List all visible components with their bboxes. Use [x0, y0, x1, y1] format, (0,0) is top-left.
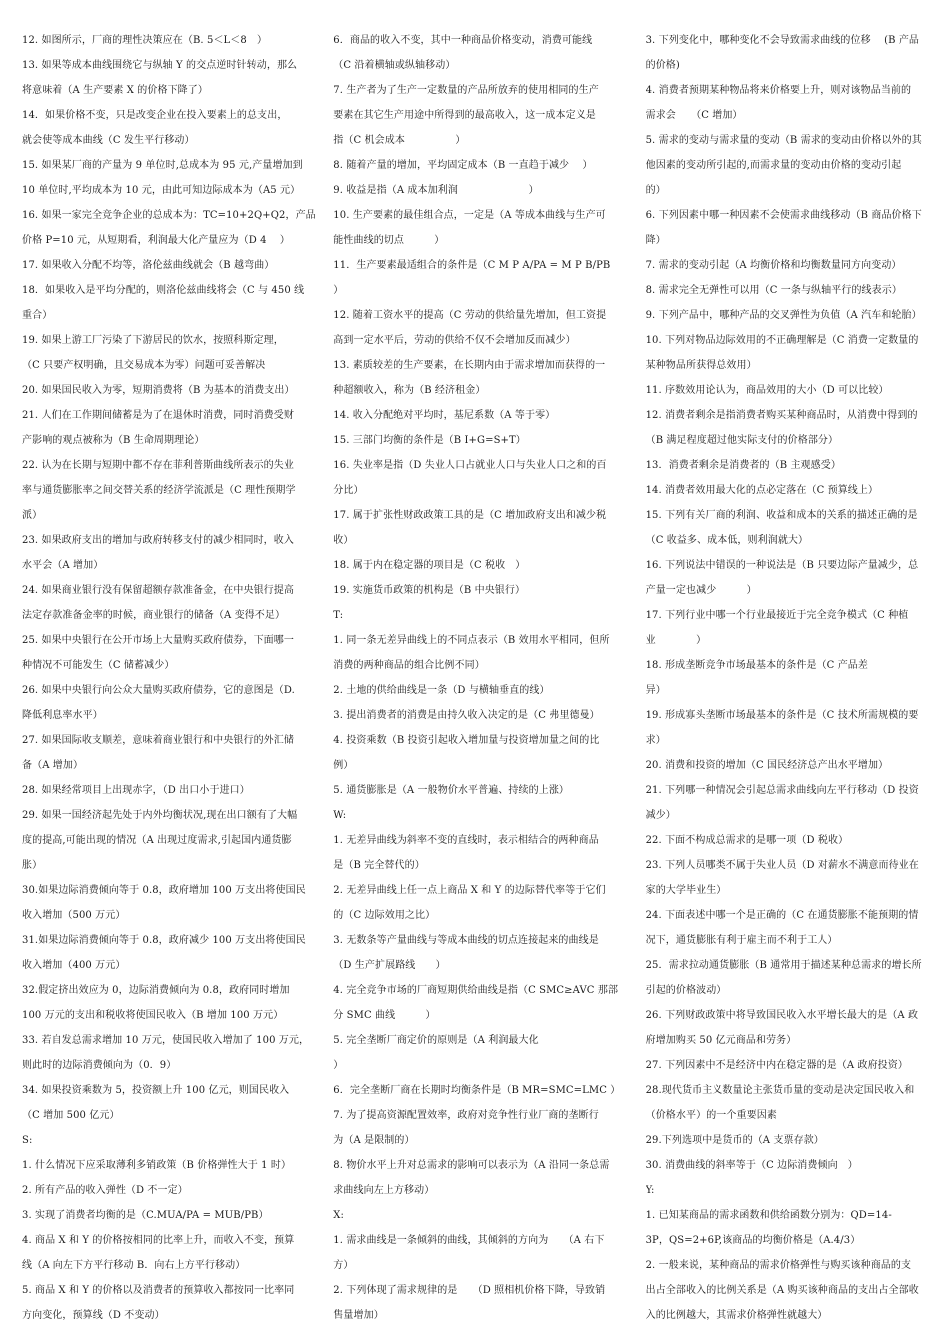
- text-line: 3P，QS=2+6P,该商品的均衡价格是（A.4/3）: [645, 1235, 861, 1246]
- text-line: 20. 如果国民收入为零，短期消费将（B 为基本的消费支出）: [22, 385, 295, 396]
- text-line: 3. 提出消费者的消费是由持久收入决定的是（C 弗里德曼）: [333, 710, 600, 721]
- text-line: 某种物品所获得总效用）: [645, 360, 757, 371]
- text-line: 15. 如果某厂商的产量为 9 单位时,总成本为 95 元,产量增加到: [22, 160, 303, 171]
- text-line: 34. 如果投资乘数为 5，投资额上升 100 亿元，则国民收入: [22, 1085, 290, 1096]
- text-line: 要素在其它生产用途中所得到的最高收入，这一成本定义是: [333, 110, 596, 121]
- text-line: 29. 如果一国经济起先处于内外均衡状况,现在出口额有了大幅: [22, 810, 298, 821]
- text-line: 7. 为了提高资源配置效率，政府对竞争性行业厂商的垄断行: [333, 1110, 599, 1121]
- text-line: （C 只要产权明确，且交易成本为零）问题可妥善解决: [22, 360, 266, 371]
- text-line: ）: [333, 285, 344, 296]
- text-line: 3. 下列变化中，哪种变化不会导致需求曲线的位移 (B 产品: [645, 35, 920, 46]
- text-line: 府增加购买 50 亿元商品和劳务）: [645, 1035, 797, 1046]
- text-line: 15. 下列有关厂商的利润、收益和成本的关系的描述正确的是: [645, 510, 918, 521]
- text-line: 价格 P=10 元，从短期看，利润最大化产量应为（D 4 ）: [22, 235, 291, 246]
- text-line: （B 满足程度超过他实际支付的价格部分）: [645, 435, 839, 446]
- text-line: 异）: [645, 685, 666, 696]
- text-line: 22. 认为在长期与短期中都不存在菲利普斯曲线所表示的失业: [22, 460, 294, 471]
- text-line: 17. 如果收入分配不均等，洛伦兹曲线就会（B 越弯曲）: [22, 260, 275, 271]
- text-line: 方向变化，预算线（D 不变动）: [22, 1310, 165, 1321]
- text-line: 的（C 边际效用之比）: [333, 910, 436, 921]
- text-line: 高到一定水平后，劳动的供给不仅不会增加反而减少）: [333, 335, 576, 346]
- text-line: 1. 需求曲线是一条倾斜的曲线，其倾斜的方向为 （A 右下: [333, 1235, 605, 1246]
- text-line: 降）: [645, 235, 666, 246]
- text-line: 27. 如果国际收支顺差，意味着商业银行和中央银行的外汇储: [22, 735, 294, 746]
- text-line: 胀）: [22, 860, 43, 871]
- text-line: 度的提高,可能出现的情况（A 出现过度需求,引起国内通货膨: [22, 835, 292, 846]
- text-line: 收）: [333, 535, 354, 546]
- text-line: 3. 实现了消费者均衡的是（C.MUA/PA = MUB/PB）: [22, 1210, 269, 1221]
- text-line: W:: [333, 810, 347, 821]
- text-line: 10. 生产要素的最佳组合点，一定是（A 等成本曲线与生产可: [333, 210, 606, 221]
- text-line: X:: [333, 1210, 344, 1221]
- text-line: 就会使等成本曲线（C 发生平行移动）: [22, 135, 195, 146]
- text-line: 28. 如果经常项目上出现赤字，（D 出口小于进口）: [22, 785, 250, 796]
- text-line: 20. 消费和投资的增加（C 国民经济总产出水平增加）: [645, 760, 889, 771]
- text-line: 17. 下列行业中哪一个行业最接近于完全竞争模式（C 种植: [645, 610, 909, 621]
- text-line: 13．消费者剩余是消费者的（B 主观感受）: [645, 460, 841, 471]
- text-line: 的）: [645, 185, 666, 196]
- text-line: 30. 消费曲线的斜率等于（C 边际消费倾向 ）: [645, 1160, 858, 1171]
- text-line: 1. 什么情况下应采取薄利多销政策（B 价格弹性大于 1 时）: [22, 1160, 292, 1171]
- text-line: 12. 消费者剩余是指消费者购买某种商品时，从消费中得到的: [645, 410, 918, 421]
- text-line: 方）: [333, 1260, 354, 1271]
- text-line: 8. 需求完全无弹性可以用（C 一条与纵轴平行的线表示）: [645, 285, 902, 296]
- text-line: 况下，通货膨胀有利于雇主而不利于工人）: [645, 935, 838, 946]
- text-line: 23. 下列人员哪类不属于失业人员（D 对薪水不满意而待业在: [645, 860, 919, 871]
- text-line: 9. 收益是指（A 成本加利润 ）: [333, 185, 539, 196]
- text-line: 将意味着（A 生产要素 X 的价格下降了）: [22, 85, 208, 96]
- text-line: 31.如果边际消费倾向等于 0.8，政府减少 100 万支出将使国民: [22, 935, 306, 946]
- text-line: 24. 下面表述中哪一个是正确的（C 在通货膨胀不能预期的情: [645, 910, 919, 921]
- text-line: 24. 如果商业银行没有保留超额存款准备金，在中央银行提高: [22, 585, 294, 596]
- text-line: ）: [333, 1060, 344, 1071]
- text-line: （D 生产扩展路线 ）: [333, 960, 446, 971]
- text-line: Y:: [645, 1185, 655, 1196]
- text-line: 12. 随着工资水平的提高（C 劳动的供给量先增加，但工资提: [333, 310, 607, 321]
- text-line: 15. 三部门均衡的条件是（B I+G=S+T）: [333, 435, 526, 446]
- text-line: 10. 下列对物品边际效用的不正确理解是（C 消费一定数量的: [645, 335, 919, 346]
- text-line: 5. 需求的变动与需求量的变动（B 需求的变动由价格以外的其: [645, 135, 922, 146]
- text-line: 分 SMC 曲线 ）: [333, 1010, 436, 1021]
- text-line: 23. 如果政府支出的增加与政府转移支付的减少相同时，收入: [22, 535, 294, 546]
- text-line: 14. 收入分配绝对平均时，基尼系数（A 等于零）: [333, 410, 556, 421]
- text-line: 6．商品的收入不变，其中一种商品价格变动，消费可能线: [333, 35, 593, 46]
- text-line: 18．如果收入是平均分配的，则洛伦兹曲线将会（C 与 450 线: [22, 285, 305, 296]
- text-line: 消费的两种商品的组合比例不同）: [333, 660, 485, 671]
- text-line: 需求会 （C 增加）: [645, 110, 743, 121]
- text-line: 17. 属于扩张性财政政策工具的是（C 增加政府支出和减少税: [333, 510, 607, 521]
- text-line: （C 收益多、成本低，则利润就大）: [645, 535, 809, 546]
- text-line: 12. 如图所示，厂商的理性决策应在（B. 5＜L＜8 ）: [22, 35, 268, 46]
- text-line: 14．如果价格不变，只是改变企业在投入要素上的总支出，: [22, 110, 288, 121]
- text-line: 指（C 机会成本 ）: [333, 135, 466, 146]
- text-line: 法定存款准备金率的时候，商业银行的储备（A 变得不足）: [22, 610, 286, 621]
- text-line: 为（A 是限制的）: [333, 1135, 415, 1146]
- text-line: 业 ）: [645, 635, 707, 646]
- text-line: 1. 同一条无差异曲线上的不同点表示（B 效用水平相同，但所: [333, 635, 610, 646]
- text-line: 7. 生产者为了生产一定数量的产品所放弃的使用相同的生产: [333, 85, 599, 96]
- text-line: 备（A 增加）: [22, 760, 84, 771]
- text-line: 派）: [22, 510, 43, 521]
- text-line: 25．需求拉动通货膨胀（B 通常用于描述某种总需求的增长所: [645, 960, 922, 971]
- text-line: 种情况不可能发生（C 储蓄减少）: [22, 660, 175, 671]
- text-line: 收入增加（500 万元）: [22, 910, 126, 921]
- text-line: 13. 如果等成本曲线围绕它与纵轴 Y 的交点逆时针转动，那么: [22, 60, 298, 71]
- text-line: 4. 商品 X 和 Y 的价格按相同的比率上升，而收入不变，预算: [22, 1235, 295, 1246]
- text-line: 13. 素质较差的生产要素，在长期内由于需求增加而获得的一: [333, 360, 606, 371]
- text-line: 减少）: [645, 810, 676, 821]
- text-line: 1. 已知某商品的需求函数和供给函数分别为：QD=14-: [645, 1210, 892, 1221]
- text-line: 线（A 向左下方平行移动 B．向右上方平行移动）: [22, 1260, 246, 1271]
- text-line: 产影响的观点被称为（B 生命周期理论）: [22, 435, 205, 446]
- text-line: 4. 消费者预期某种物品将来价格要上升，则对该物品当前的: [645, 85, 912, 96]
- text-line: 1. 无差异曲线为斜率不变的直线时，表示相结合的两种商品: [333, 835, 599, 846]
- text-line: 10 单位时,平均成本为 10 元，由此可知边际成本为（A5 元）: [22, 185, 301, 196]
- text-column-3: [646, 28, 934, 1344]
- text-line: 22. 下面不构成总需求的是哪一项（D 税收）: [645, 835, 849, 846]
- text-line: 30.如果边际消费倾向等于 0.8，政府增加 100 万支出将使国民: [22, 885, 306, 896]
- text-column-1: [22, 28, 330, 1344]
- text-line: 重合）: [22, 310, 53, 321]
- text-line: 27. 下列因素中不是经济中内在稳定器的是（A 政府投资）: [645, 1060, 908, 1071]
- text-line: 求）: [645, 735, 666, 746]
- text-column-2: [333, 28, 641, 1344]
- text-line: 引起的价格波动）: [645, 985, 727, 996]
- text-line: 9. 下列产品中，哪种产品的交叉弹性为负值（A 汽车和轮胎）: [645, 310, 922, 321]
- text-line: 21. 下列哪一种情况会引起总需求曲线向左平行移动（D 投资: [645, 785, 919, 796]
- text-line: 降低利息率水平）: [22, 710, 103, 721]
- text-line: 则此时的边际消费倾向为（0．9）: [22, 1060, 177, 1071]
- text-line: 25. 如果中央银行在公开市场上大量购买政府债券，下面哪一: [22, 635, 294, 646]
- text-line: 26. 如果中央银行向公众大量购买政府债券，它的意图是（D.: [22, 685, 295, 696]
- text-line: 16. 下列说法中错误的一种说法是（B 只要边际产量减少，总: [645, 560, 919, 571]
- text-line: 19. 如果上游工厂污染了下游居民的饮水，按照科斯定理，: [22, 335, 284, 346]
- text-line: （C 增加 500 亿元）: [22, 1110, 120, 1121]
- text-line: 32.假定挤出效应为 0，边际消费倾向为 0.8，政府同时增加: [22, 985, 290, 996]
- text-line: 16. 失业率是指（D 失业人口占就业人口与失业人口之和的百: [333, 460, 607, 471]
- text-line: 收入增加（400 万元）: [22, 960, 126, 971]
- text-line: 19. 形成寡头垄断市场最基本的条件是（C 技术所需规模的要: [645, 710, 919, 721]
- text-line: 4. 投资乘数（B 投资引起收入增加量与投资增加量之间的比: [333, 735, 600, 746]
- text-line: 6．完全垄断厂商在长期时均衡条件是（B MR=SMC=LMC ）: [333, 1085, 621, 1096]
- text-line: 28.现代货币主义数量论主张货币量的变动是决定国民收入和: [645, 1085, 915, 1096]
- text-line: 例）: [333, 760, 354, 771]
- text-line: 能性曲线的切点 ）: [333, 235, 445, 246]
- text-line: 100 万元的支出和税收将使国民收入（B 增加 100 万元）: [22, 1010, 284, 1021]
- text-line: （价格水平）的一个重要因素: [645, 1110, 777, 1121]
- text-line: 8. 物价水平上升对总需求的影响可以表示为（A 沿同一条总需: [333, 1160, 610, 1171]
- text-line: 18. 形成垄断竞争市场最基本的条件是（C 产品差: [645, 660, 869, 671]
- text-line: 出占全部收入的比例关系是（A 购买该种商品的支出占全部收: [645, 1285, 919, 1296]
- text-line: 2. 一般来说，某种商品的需求价格弹性与购买该种商品的支: [645, 1260, 912, 1271]
- text-line: 种超额收入，称为（B 经济租金）: [333, 385, 486, 396]
- text-line: 他因素的变动所引起的,而需求量的变动由价格的变动引起: [645, 160, 902, 171]
- text-line: 2. 无差异曲线上任一点上商品 X 和 Y 的边际替代率等于它们: [333, 885, 606, 896]
- text-line: 入的比例越大，其需求价格弹性就越大）: [645, 1310, 828, 1321]
- text-line: 29.下列选项中是货币的（A 支票存款）: [645, 1135, 824, 1146]
- text-line: （C 沿着横轴或纵轴移动）: [333, 60, 456, 71]
- text-line: 5. 商品 X 和 Y 的价格以及消费者的预算收入都按同一比率同: [22, 1285, 295, 1296]
- text-line: 11．生产要素最适组合的条件是（C M P A/PA = M P B/PB: [333, 260, 611, 271]
- text-line: 是（B 完全替代的）: [333, 860, 425, 871]
- text-line: 产量一定也减少 ）: [645, 585, 757, 596]
- text-line: 2. 下列体现了需求规律的是 （D 照相机价格下降，导致销: [333, 1285, 606, 1296]
- text-line: 16. 如果一家完全竞争企业的总成本为：TC=10+2Q+Q2，产品: [22, 210, 316, 221]
- text-line: 4. 完全竞争市场的厂商短期供给曲线是指（C SMC≥AVC 那部: [333, 985, 619, 996]
- text-line: 26. 下列财政政策中将导致国民收入水平增长最大的是（A 政: [645, 1010, 919, 1021]
- text-line: 6. 下列因素中哪一种因素不会使需求曲线移动（B 商品价格下: [645, 210, 922, 221]
- text-line: 33. 若自发总需求增加 10 万元，使国民收入增加了 100 万元，: [22, 1035, 310, 1046]
- text-line: 2. 土地的供给曲线是一条（D 与横轴垂直的线）: [333, 685, 550, 696]
- text-line: 7. 需求的变动引起（A 均衡价格和均衡数量同方向变动）: [645, 260, 902, 271]
- text-line: 分比）: [333, 485, 364, 496]
- text-line: 家的大学毕业生）: [645, 885, 727, 896]
- text-line: 的价格): [645, 60, 680, 71]
- text-line: S:: [22, 1135, 33, 1146]
- text-line: T:: [333, 610, 344, 621]
- text-line: 19. 实施货币政策的机构是（B 中央银行）: [333, 585, 526, 596]
- text-line: 11. 序数效用论认为，商品效用的大小（D 可以比较）: [645, 385, 889, 396]
- text-line: 21. 人们在工作期间储蓄是为了在退休时消费，同时消费受财: [22, 410, 294, 421]
- text-line: 2. 所有产品的收入弹性（D 不一定）: [22, 1185, 188, 1196]
- text-line: 售量增加）: [333, 1310, 384, 1321]
- text-line: 5. 通货膨胀是（A 一般物价水平普遍、持续的上涨）: [333, 785, 570, 796]
- text-line: 率与通货膨胀率之间交替关系的经济学流派是（C 理性预期学: [22, 485, 296, 496]
- text-line: 14. 消费者效用最大化的点必定落在（C 预算线上）: [645, 485, 879, 496]
- text-line: 8. 随着产量的增加，平均固定成本（B 一直趋于减少 ）: [333, 160, 593, 171]
- text-line: 水平会（A 增加）: [22, 560, 104, 571]
- text-line: 5. 完全垄断厂商定价的原则是（A 利润最大化: [333, 1035, 539, 1046]
- text-line: 求曲线向左上方移动）: [333, 1185, 435, 1196]
- text-line: 18. 属于内在稳定器的项目是（C 税收 ）: [333, 560, 526, 571]
- text-line: 3. 无数条等产量曲线与等成本曲线的切点连接起来的曲线是: [333, 935, 599, 946]
